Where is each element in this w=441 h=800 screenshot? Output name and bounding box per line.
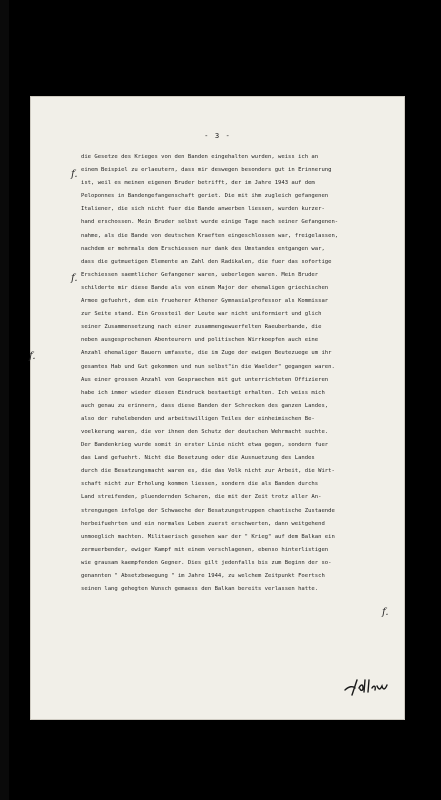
scan-border [0,0,9,800]
text-line: Erschiessen saemtlicher Gefangener waren, ueberlegen waren. Mein Bruder [81,271,319,278]
text-line: genannten " Absetzbewegung " im Jahre 1944, zu welchem Zeitpunkt Foertsch [81,573,325,579]
text-line: voelkerung waren, die vor ihnen den Schutz der deutschen Wehrmacht suchte. [81,428,329,435]
margin-mark: f. [71,169,78,180]
text-line: zermuerbender, ewiger Kampf mit einem verschlagenen, ebenso hinterlistigen [81,546,329,553]
text-line: gesamtes Hab und Gut gekommen und nun selbst"in die Waelder" gegangen waren. [81,363,335,370]
text-line: zur Seite stand. Ein Grossteil der Leute war nicht uniformiert und glich [81,311,322,318]
text-line: Aus einer grossen Anzahl von Gespraechen mit gut unterrichteten Offizieren [81,376,329,383]
text-line: schaft nicht zur Erholung kommen liessen, sondern die als Banden durchs [81,481,319,488]
text-line: seinen lang gehegten Wunsch gemaess den Balkan bereits verlassen hatte. [81,586,319,593]
text-line: unmoeglich machten. Militaerisch gesehen war der " Krieg" auf dem Balkan ein [81,533,335,540]
text-line: Peloponnes in Bandengefangenschaft geriet. Die mit ihm zugleich gefangenen [81,193,329,200]
text-line: Anzahl ehemaliger Bauern umfasste, die im Zuge der ewigen Beutezuege um ihr [81,350,332,357]
text-line: nahme, als die Bande von deutschen Kraeften eingeschlossen war, freigelassen, [81,232,339,239]
body-text [81,151,397,596]
text-line: strengungen infolge der Schwaeche der Besatzungstruppen chaotische Zustaende [81,507,335,514]
text-line: die Gesetze des Krieges von den Banden eingehalten wurden, weiss ich an [81,154,319,160]
text-line: auch genau zu erinnern, dass diese Banden der Schrecken des ganzen Landes, [81,402,329,409]
text-line: einem Beispiel zu erlaeutern, dass mir deswegen besonders gut in Erinnerung [81,167,332,174]
signature-mark [343,676,393,696]
text-line: Armee gefuehrt, dem ein frueherer Athener Gymnasialprofessor als Kommissar [81,298,329,305]
text-line: also der ruhelebenden und arbeitswilligen Teiles der einheimischen Be- [81,415,315,422]
text-line: Land streifenden, pluendernden Scharen, die mit der Zeit trotz aller An- [81,494,322,501]
text-line: ist, weil es meinen eigenen Bruder betrifft, der im Jahre 1943 auf dem [81,180,315,187]
text-line: herbeifuehrten und ein normales Leben zuerst erschwerten, dann weitgehend [81,520,325,527]
margin-mark: f. [29,351,36,362]
text-line: hand erschossen. Mein Bruder selbst wurde einige Tage nach seiner Gefangenen- [81,219,339,226]
text-line: Italiener, die sich nicht fuer die Bande anwerben liessen, wurden kurzer- [81,206,325,213]
text-line: seiner Zusammensetzung nach einer zusammengewuerfelten Raeuberbande, die [81,324,322,331]
text-line: das Land gefuehrt. Nicht die Besetzung oder die Ausnuetzung des Landes [81,455,315,462]
text-line: neben ausgesprochenen Abenteurern und politischen Wirrkoepfen auch eine [81,337,319,344]
document-page [31,97,404,719]
text-line: habe ich immer wieder diesen Eindruck bestaetigt erhalten. Ich weiss mich [81,389,325,396]
text-line: dass die gutmuetigen Elemente an Zahl den Radikalen, die fuer das sofortige [81,258,332,265]
text-line: Der Bandenkrieg wurde somit in erster Linie nicht etwa gegen, sondern fuer [81,442,329,449]
page-number: - 3 - [204,131,231,140]
text-line: schilderte mir diese Bande als von einem Major der ehemaligen griechischen [81,284,329,291]
margin-mark: f. [71,273,78,284]
margin-mark: f. [382,607,389,618]
text-line: nachdem er mehrmals dem Erschiessen nur dank des Umstandes entgangen war, [81,245,325,252]
text-line: wie grausam kaempfenden Gegner. Dies gilt jedenfalls bis zum Beginn der so- [81,559,332,566]
text-line: durch die Besatzungsmacht waren es, die das Volk nicht zur Arbeit, die Wirt- [81,468,335,475]
